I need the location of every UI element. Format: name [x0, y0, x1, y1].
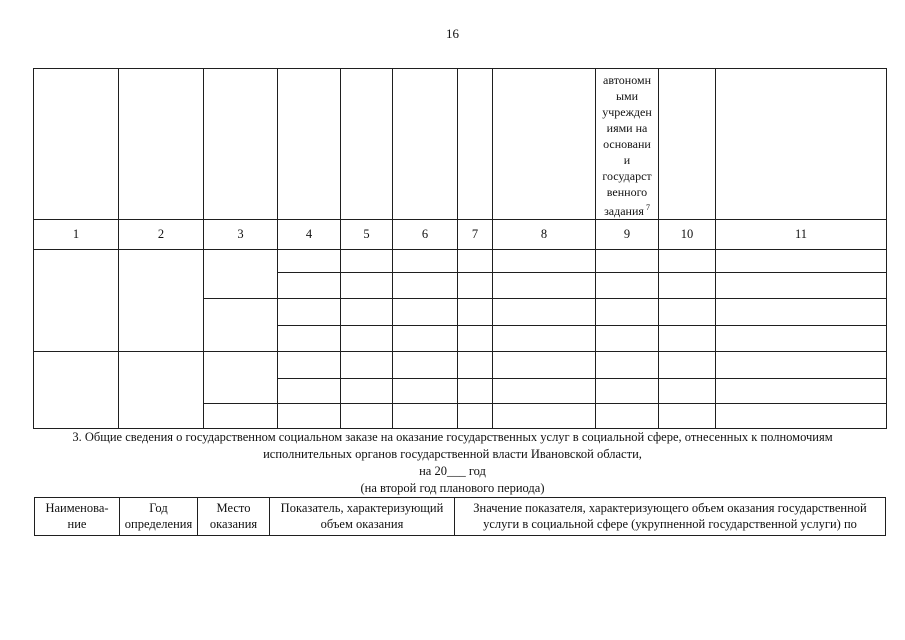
empty-cell: [119, 352, 204, 429]
empty-cell: [393, 326, 458, 352]
table-section3: [34, 497, 886, 536]
empty-cell: [716, 273, 887, 299]
col9-header-text: автономными учреждениями на основании государственного задания $^7$: [602, 73, 652, 218]
empty-cell: [278, 404, 341, 429]
section3-line-2: исполнительных органов государственной власти Ивановской области,: [263, 447, 642, 461]
empty-cell: [341, 299, 393, 326]
empty-cell: [458, 326, 493, 352]
empty-cell: [493, 352, 596, 379]
empty-cell: [659, 326, 716, 352]
empty-cell: [493, 69, 596, 220]
column-number-5: 5: [341, 220, 393, 250]
empty-cell: [204, 299, 278, 352]
column-number-11: 11: [716, 220, 887, 250]
table1-header-row: [34, 69, 887, 220]
empty-cell: [596, 404, 659, 429]
empty-cell: [493, 299, 596, 326]
empty-cell: [393, 250, 458, 273]
empty-cell: [278, 299, 341, 326]
empty-cell: [393, 273, 458, 299]
section3-line-1: 3. Общие сведения о государственном социальном заказе на оказание государственных услуг в социальной сфере, отнесенных к полномочиям: [72, 430, 833, 444]
empty-cell: [458, 69, 493, 220]
empty-cell: [596, 326, 659, 352]
empty-cell: [716, 250, 887, 273]
column-number-10: 10: [659, 220, 716, 250]
table2-header-name: Наименова-ние: [35, 498, 120, 536]
empty-cell: [458, 273, 493, 299]
footnote-7: 7: [645, 203, 650, 212]
empty-cell: [659, 352, 716, 379]
table1-body-row: [34, 352, 887, 379]
empty-cell: [659, 250, 716, 273]
empty-cell: [493, 326, 596, 352]
empty-cell: [278, 379, 341, 404]
section3-heading: [0, 429, 905, 497]
empty-cell: [659, 404, 716, 429]
empty-cell: [393, 352, 458, 379]
empty-cell: [204, 352, 278, 404]
table1-number-row: [34, 220, 887, 250]
empty-cell: [493, 250, 596, 273]
empty-cell: [716, 352, 887, 379]
empty-cell: [716, 69, 887, 220]
empty-cell: [659, 379, 716, 404]
column-number-3: 3: [204, 220, 278, 250]
column-number-9: 9: [596, 220, 659, 250]
empty-cell: [493, 379, 596, 404]
empty-cell: [716, 326, 887, 352]
empty-cell: [204, 404, 278, 429]
table2-header-row: [35, 498, 886, 536]
empty-cell: [341, 404, 393, 429]
empty-cell: [493, 273, 596, 299]
column-number-2: 2: [119, 220, 204, 250]
empty-cell: [596, 299, 659, 326]
empty-cell: [393, 69, 458, 220]
empty-cell: [493, 404, 596, 429]
empty-cell: [34, 250, 119, 352]
column-number-1: 1: [34, 220, 119, 250]
empty-cell: [659, 273, 716, 299]
empty-cell: [278, 352, 341, 379]
empty-cell: [659, 299, 716, 326]
table-continuation: [33, 68, 887, 429]
empty-cell: [119, 69, 204, 220]
empty-cell: [341, 352, 393, 379]
empty-cell: [716, 379, 887, 404]
column-number-8: 8: [493, 220, 596, 250]
empty-cell: [596, 250, 659, 273]
empty-cell: [458, 250, 493, 273]
empty-cell: [458, 352, 493, 379]
column-number-7: 7: [458, 220, 493, 250]
empty-cell: [278, 69, 341, 220]
empty-cell: [716, 299, 887, 326]
empty-cell: [341, 273, 393, 299]
empty-cell: [278, 326, 341, 352]
empty-cell: [716, 404, 887, 429]
column-number-4: 4: [278, 220, 341, 250]
empty-cell: [596, 352, 659, 379]
empty-cell: [341, 326, 393, 352]
empty-cell: [119, 250, 204, 352]
column-number-6: 6: [393, 220, 458, 250]
empty-cell: [659, 69, 716, 220]
empty-cell: [596, 379, 659, 404]
section3-line-3: на 20___ год: [419, 464, 486, 478]
empty-cell: [204, 69, 278, 220]
empty-cell: [34, 352, 119, 429]
table2-header-indicator: Показатель, характеризующий объем оказания: [270, 498, 455, 536]
empty-cell: [458, 299, 493, 326]
empty-cell: [596, 273, 659, 299]
empty-cell: [458, 379, 493, 404]
empty-cell: [393, 299, 458, 326]
empty-cell: [204, 250, 278, 299]
empty-cell: [341, 250, 393, 273]
empty-cell: [393, 379, 458, 404]
empty-cell: [458, 404, 493, 429]
header-cell-col9: [596, 69, 659, 220]
table2-header-place: Место оказания: [198, 498, 270, 536]
page-number: 16: [446, 26, 459, 41]
table1-body-row: [34, 250, 887, 273]
empty-cell: [341, 379, 393, 404]
section3-line-4: (на второй год планового периода): [360, 481, 545, 495]
table2-header-value: Значение показателя, характеризующего объем оказания государственной услуги в социальной сфере (укрупненной государственной услуги) по: [455, 498, 886, 536]
empty-cell: [34, 69, 119, 220]
table2-header-year: Год определения: [120, 498, 198, 536]
empty-cell: [278, 250, 341, 273]
empty-cell: [393, 404, 458, 429]
empty-cell: [278, 273, 341, 299]
empty-cell: [341, 69, 393, 220]
